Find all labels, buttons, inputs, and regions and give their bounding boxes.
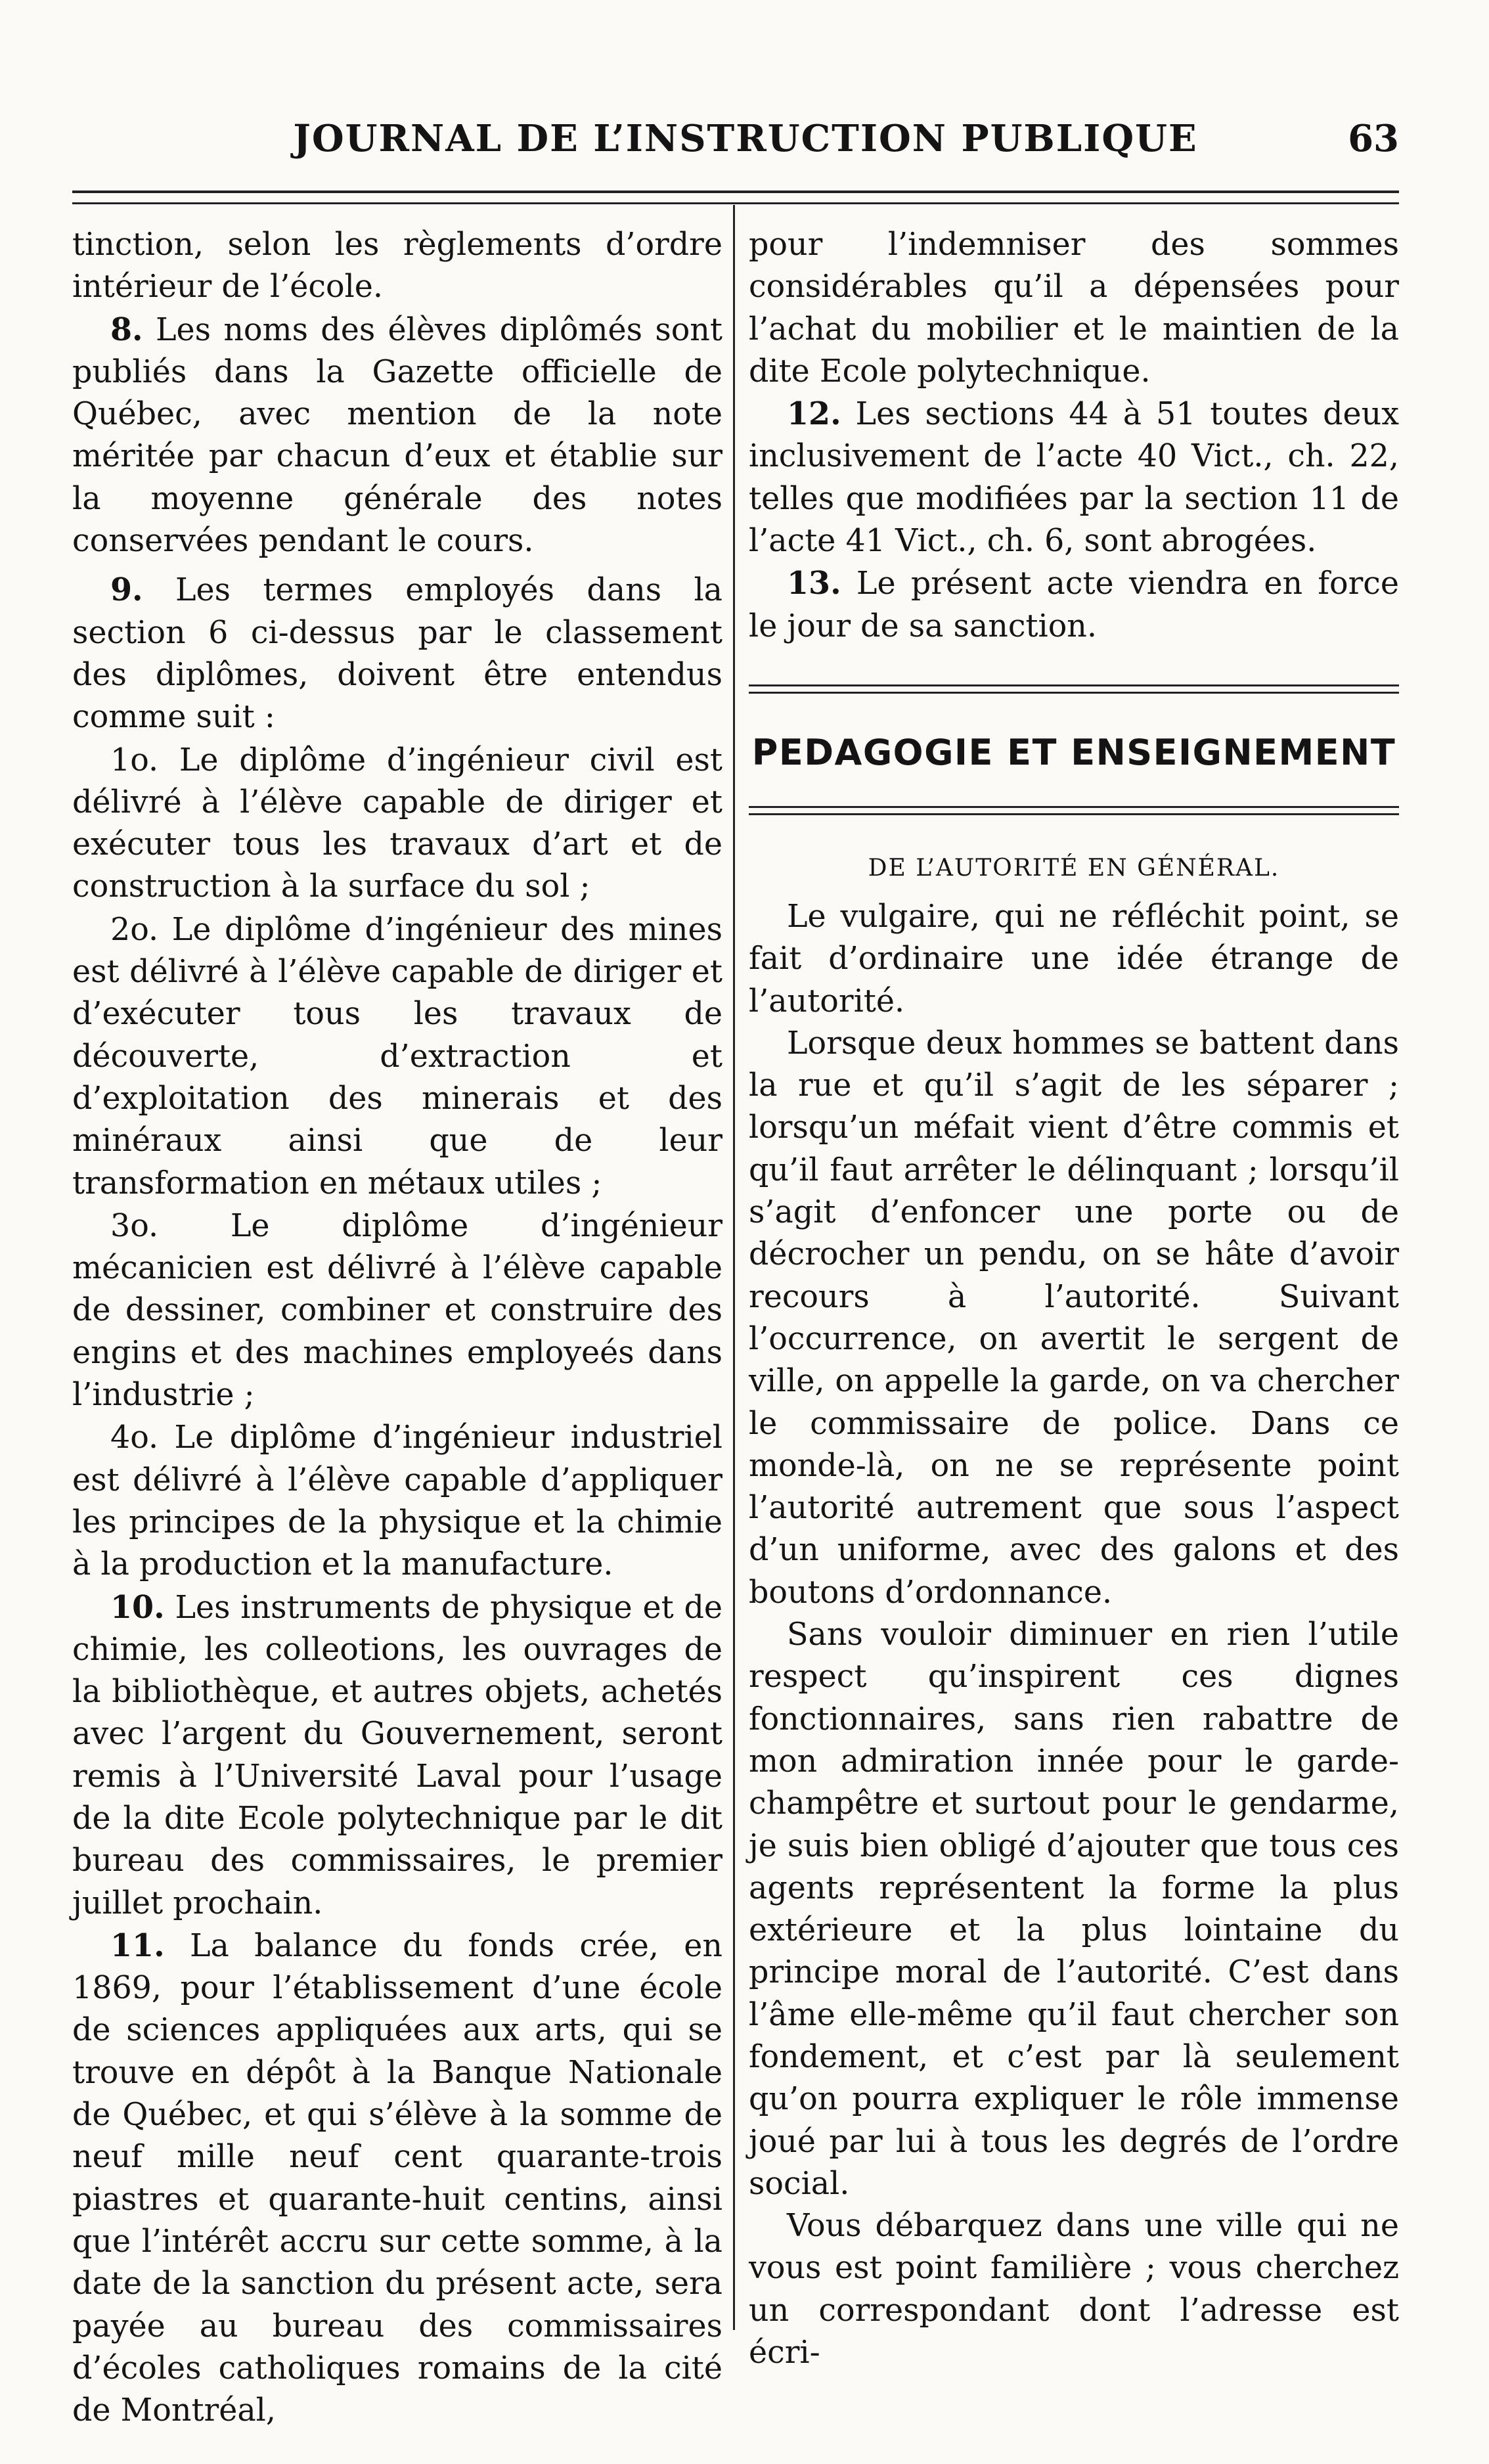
section-12 <box>749 393 1399 562</box>
paragraph-text: 4o. Le diplôme d’ingénieur industriel est délivré à l’élève capable d’appliquer les principes de la physique et la chimie à la production et la manufacture. <box>72 1420 722 1583</box>
right-paragraph-continued <box>749 223 1399 393</box>
article-paragraph: Sans vouloir diminuer en rien l’utile respect qu’inspirent ces dignes fonctionnaires, sans rien rabattre de mon admiration innée pour le garde-champêtre et surtout pour le gendarme, je suis bien obligé d’ajouter que tous ces agents représentent la forme la plus extérieure et la plus lointaine du principe moral de l’autorité. C’est dans l’âme elle-même qu’il faut chercher son fondement, et c’est par là seulement qu’on pourra expliquer le rôle immense joué par lui à tous les degrés de l’ordre social. <box>749 1617 1399 2202</box>
section-number: 12. <box>787 395 841 433</box>
left-column <box>72 223 722 2432</box>
diploma-industrial <box>72 1416 722 1586</box>
diploma-civil <box>72 739 722 908</box>
section-number: 8. <box>110 311 143 348</box>
running-title: JOURNAL DE L’INSTRUCTION PUBLIQUE <box>293 117 1198 160</box>
section-13 <box>749 562 1399 648</box>
paragraph-text: Les sections 44 à 51 toutes deux inclusivement de l’acte 40 Vict., ch. 22, telles que modifiées par la section 11 de l’acte 41 Vict., ch. 6, sont abrogées. <box>749 396 1399 560</box>
paragraph-text: pour l’indemniser des sommes considérables qu’il a dépensées pour l’achat du mobilier et le maintien de la dite Ecole polytechnique. <box>749 227 1399 390</box>
header-rule <box>72 190 1399 204</box>
left-paragraph-continued <box>72 223 722 309</box>
section-8 <box>72 309 722 563</box>
paragraph-text: Les noms des élèves diplômés sont publiés dans la Gazette officielle de Québec, avec mention de la note méritée par chacun d’eux et établie sur la moyenne générale des notes conservées pendant le cours. <box>72 311 722 560</box>
paragraph-text: Les instruments de physique et de chimie, les colleotions, les ouvrages de la bibliothèque, et autres objets, achetés avec l’argent du Gouvernement, seront remis à l’Université Laval pour l’usage de la dite Ecole polytechnique par le dit bureau des commissaires, le premier juillet prochain. <box>72 1589 722 1921</box>
diploma-mines <box>72 908 722 1205</box>
paragraph-text: tinction, selon les règlements d’ordre intérieur de l’école. <box>72 227 722 305</box>
paragraph-text: Les termes employés dans la section 6 ci-dessus par le classement des diplômes, doivent être entendus comme suit : <box>72 572 722 736</box>
section-11 <box>72 1925 722 2432</box>
paragraph-text: 3o. Le diplôme d’ingénieur mécanicien est délivré à l’élève capable de dessiner, combiner et construire des engins et des machines employeés dans l’industrie ; <box>72 1207 722 1414</box>
paragraph-text: La balance du fonds crée, en 1869, pour l’établissement d’une école de sciences appliquées aux arts, qui se trouve en dépôt à la Banque Nationale de Québec, et qui s’élève à la somme de neuf mille neuf cent quarante-trois piastres et quarante-huit centins, ainsi que l’intérêt accru sur cette somme, à la date de la sanction du présent acte, sera payée au bureau des commissaires d’écoles catholiques romains de la cité de Montréal, <box>72 1927 722 2429</box>
section-number: 10. <box>110 1588 165 1626</box>
article-paragraph: Lorsque deux hommes se battent dans la rue et qu’il s’agit de les séparer ; lorsqu’un méfait vient d’être commis et qu’il faut arrêter le délinquant ; lorsqu’il s’agit d’enfoncer une porte ou de décrocher un pendu, on se hâte d’avoir recours à l’autorité. Suivant l’occurrence, on avertit le sergent de ville, on appelle la garde, on va chercher le commissaire de police. Dans ce monde-là, on ne se représente point l’autorité autrement que sous l’aspect d’un uniforme, avec des galons et des boutons d’ordonnance. <box>749 1025 1399 1611</box>
right-column <box>749 223 1399 2374</box>
section-10 <box>72 1586 722 1925</box>
column-divider <box>733 205 735 2330</box>
paragraph-text: 1o. Le diplôme d’ingénieur civil est délivré à l’élève capable de diriger et exécuter tous les travaux d’art et de construction à la surface du sol ; <box>72 742 722 905</box>
article-title: DE L’AUTORITÉ EN GÉNÉRAL. <box>868 854 1280 882</box>
section-number: 9. <box>110 571 143 609</box>
section-number: 13. <box>787 565 841 602</box>
section-heading: PEDAGOGIE ET ENSEIGNEMENT <box>751 731 1396 773</box>
page-header <box>72 117 1419 169</box>
paragraph-text: Le présent acte viendra en force le jour de sa sanction. <box>749 566 1399 644</box>
article-paragraph: Le vulgaire, qui ne réfléchit point, se fait d’ordinaire une idée étrange de l’autorité. <box>749 898 1399 1019</box>
section-number: 11. <box>110 1927 165 1964</box>
diploma-mechanical <box>72 1205 722 1416</box>
section-9 <box>72 569 722 738</box>
article-paragraph: Vous débarquez dans une ville qui ne vous est point familière ; vous cherchez un correspondant dont l’adresse est écri- <box>749 2208 1399 2371</box>
paragraph-text: 2o. Le diplôme d’ingénieur des mines est délivré à l’élève capable de diriger et d’exécuter tous les travaux de découverte, d’extraction et d’exploitation des minerais et des minéraux ainsi que de leur transformation en métaux utiles ; <box>72 911 722 1201</box>
page-number: 63 <box>1348 117 1399 160</box>
